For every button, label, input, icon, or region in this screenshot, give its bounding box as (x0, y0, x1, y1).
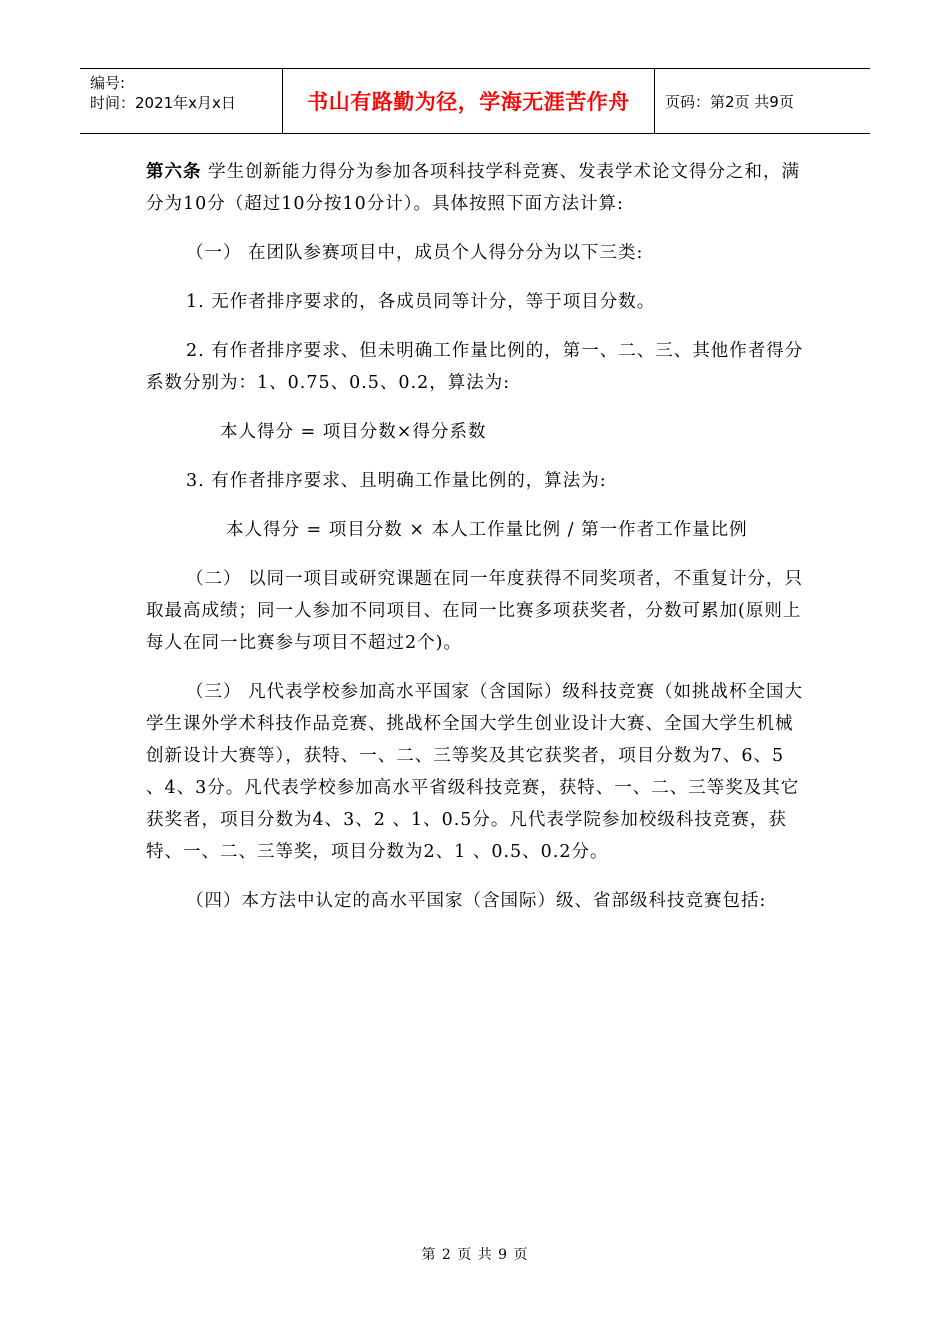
article-body (146, 156, 806, 917)
section-four: （四）本方法中认定的高水平国家（含国际）级、省部级科技竞赛包括: (186, 891, 767, 911)
header-motto: 书山有路勤为径，学海无涯苦作舟 (307, 90, 630, 114)
header-page-info: 页码：第2页 共9页 (665, 92, 794, 111)
formula-two: 本人得分 = 项目分数 × 本人工作量比例 / 第一作者工作量比例 (226, 520, 748, 540)
document-number-label: 编号: (90, 74, 126, 92)
formula-one: 本人得分 = 项目分数×得分系数 (220, 422, 487, 442)
item-three: 3. 有作者排序要求、且明确工作量比例的，算法为: (186, 471, 607, 491)
item-two: 2. 有作者排序要求、但未明确工作量比例的，第一、二、三、其他作者得分系数分别为：1、0.75、0.5、0.2，算法为: (146, 341, 804, 393)
article-title: 第六条 (146, 162, 202, 182)
header-meta (80, 69, 283, 133)
header-motto-cell (283, 69, 655, 133)
section-three: （三） 凡代表学校参加高水平国家（含国际）级科技竞赛（如挑战杯全国大学生课外学术科技作品竞赛、挑战杯全国大学生创业设计大赛、全国大学生机械创新设计大赛等），获特、一、二、三等奖及其它获奖者，项目分数为7、6、5 、4、3分。凡代表学校参加高水平省级科技竞赛，获特、一、二、三等奖及其它获奖者，项目分数为4、3、2 、1、0.5分。凡代表学院参加校级科技竞赛，获特、一、二、三等奖，项目分数为2、1 、0.5、0.2分。 (146, 682, 804, 862)
article-intro: 学生创新能力得分为参加各项科技学科竞赛、发表学术论文得分之和，满分为10分（超过10分按10分计）。具体按照下面方法计算: (146, 162, 801, 214)
paragraph-article-six (146, 156, 806, 220)
section-two: （二） 以同一项目或研究课题在同一年度获得不同奖项者，不重复计分，只取最高成绩；同一人参加不同项目、在同一比赛多项获奖者，分数可累加(原则上每人在同一比赛参与项目不超过2个)。 (146, 569, 804, 653)
section-one: （一） 在团队参赛项目中，成员个人得分分为以下三类: (186, 243, 644, 263)
item-one: 1. 无作者排序要求的，各成员同等计分，等于项目分数。 (186, 292, 656, 312)
page-footer: 第 2 页 共 9 页 (421, 1247, 529, 1263)
document-date: 时间：2021年x月x日 (90, 94, 236, 112)
page-header (80, 68, 870, 134)
